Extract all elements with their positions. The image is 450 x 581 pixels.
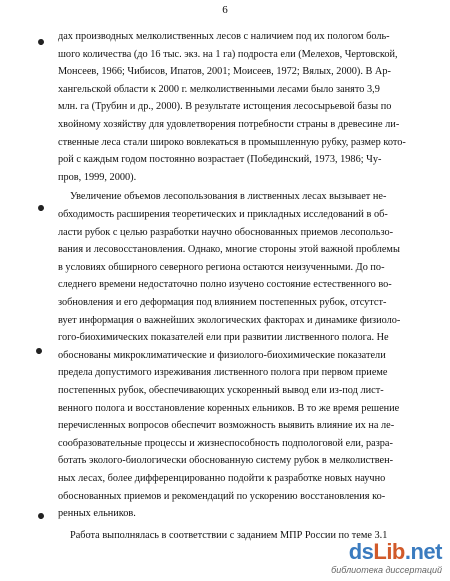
margin-mark-2 <box>37 204 45 212</box>
text-line: ренных ельников. <box>58 508 136 520</box>
dslib-watermark <box>331 541 442 575</box>
text-line: обоснованных приемов и рекомендаций по ускорению восстановления ко- <box>58 490 386 502</box>
text-line: сообразовательные процессы и жизнеспособность подпологовой ели, разра- <box>58 437 393 449</box>
text-line: Монсеев, 1966; Чибисов, Ипатов, 2001; Моисеев, 1972; Вялых, 2000). В Ар- <box>58 66 391 78</box>
text-line: хангельской области к 2000 г. мелколиственными лесами было занято 3,9 <box>58 83 380 95</box>
text-line: постепенных рубок, обеспечивающих ускоренный вывод ели из-под лист- <box>58 385 384 396</box>
text-line: Работа выполнялась в соответствии с заданием МПР России по теме 3.1 <box>70 529 388 541</box>
text-line: обоснованы микроклиматические и физиолого-биохимические показатели <box>58 349 386 361</box>
text-line: рой с каждым годом постоянно возрастает (Побединский, 1973, 1986; Чу- <box>58 154 382 166</box>
margin-mark-3 <box>35 347 43 355</box>
text-line: предела допустимого изреживания лиственного полога при первом приеме <box>58 367 388 379</box>
text-line: обходимость расширения теоретических и прикладных исследований в об- <box>58 209 388 220</box>
text-line: пров, 1999, 2000). <box>58 171 137 183</box>
watermark-subtitle: библиотека диссертаций <box>331 565 442 575</box>
text-line: млн. га (Трубин и др., 2000). В результате истощения лесосырьевой базы по <box>58 101 392 113</box>
text-line: ласти рубок с целью разработки научно обоснованных приемов лесопользо- <box>58 226 394 238</box>
text-line: зобновления и его деформация под влиянием постепенных рубок, отсутст- <box>58 297 387 308</box>
dslib-logo <box>331 541 442 563</box>
text-line: вует информация о важнейших экологических факторах и динамике физиоло- <box>58 314 401 326</box>
page-number: 6 <box>222 4 228 16</box>
logo-lib: Lib <box>373 539 405 564</box>
text-line: хвойному хозяйству для удовлетворения потребности страны в древесине ли- <box>58 119 400 130</box>
logo-ds: ds <box>348 539 374 564</box>
margin-mark-1 <box>37 38 45 46</box>
text-line: в условиях обширного северного региона остаются неизученными. До по- <box>58 261 385 273</box>
text-line: ботать эколого-биологически обоснованную систему рубок в мелколиствен- <box>58 455 394 467</box>
text-line: ственные леса стали широко вовлекаться в промышленную рубку, размер кото- <box>58 136 406 148</box>
logo-net: .net <box>404 539 442 564</box>
text-line: Увеличение объемов лесопользования в лиственных лесах вызывает не- <box>70 191 387 203</box>
text-line: вания и лесовосстановления. Однако, многие стороны этой важной проблемы <box>58 244 400 256</box>
text-line: перечисленных вопросов обеспечит возможность выявить влияние их на ле- <box>58 420 395 432</box>
text-line: ных лесах, более дифференцированно подойти к разработке новых научно <box>58 473 386 484</box>
text-line: шого количества (до 16 тыс. экз. на 1 га) подроста ели (Мелехов, Чертовской, <box>58 48 398 60</box>
text-line: венного полога и восстановление коренных ельников. В то же время решение <box>58 402 400 414</box>
text-line: гого-биохимических показателей ели при развитии лиственного полога. Не <box>58 332 389 344</box>
text-line: следнего времени недостаточно полно изучено состояние естественного во- <box>58 279 392 291</box>
text-line: дах производных мелколиственных лесов с наличием под их пологом боль- <box>58 31 390 42</box>
margin-mark-4 <box>37 512 45 520</box>
